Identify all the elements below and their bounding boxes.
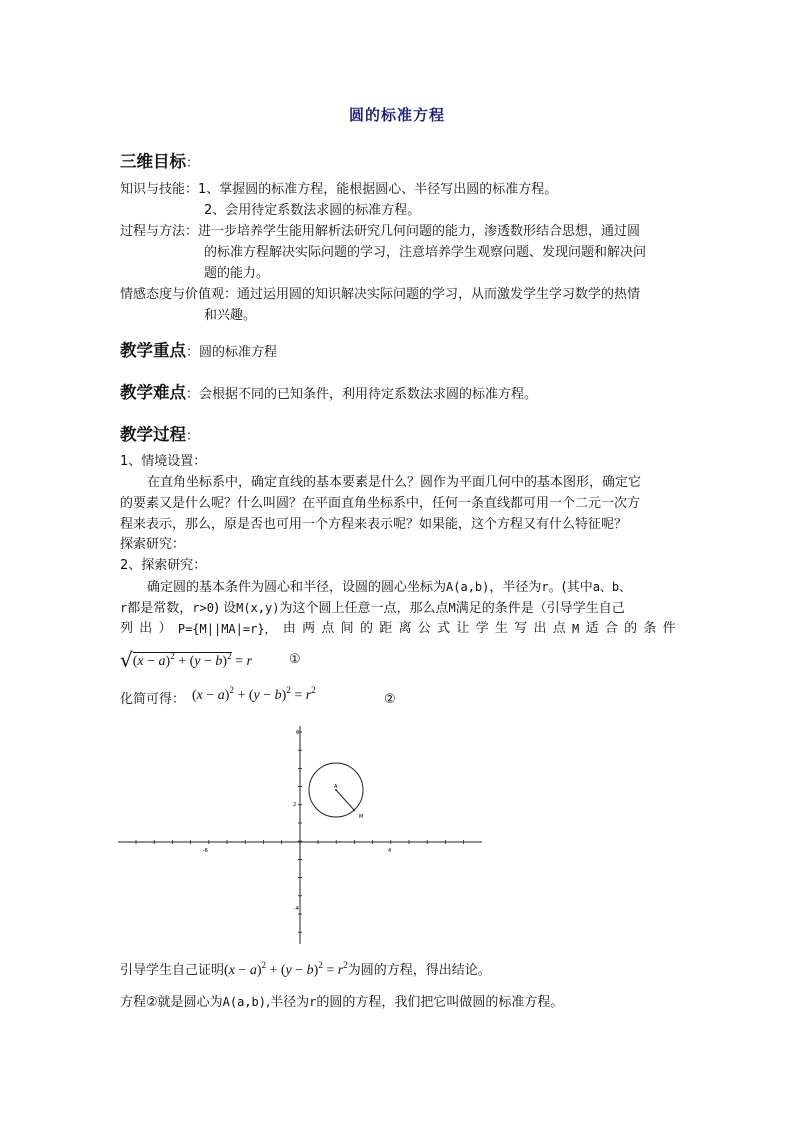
- s2-l3-char: 间: [340, 621, 354, 636]
- process-heading-colon: ：: [186, 429, 200, 444]
- section-2-line-2: [120, 598, 625, 619]
- conclusion-2-a: 方程②就是圆心为: [120, 995, 223, 1010]
- difficulty: [120, 379, 537, 403]
- conclusion-2-c: ,半径为: [266, 995, 310, 1010]
- conclusion-1-a: 引导学生自己证明: [120, 963, 225, 978]
- conclusion-line-2: [120, 992, 563, 1013]
- s2-l3-char: 生: [494, 621, 508, 636]
- section-2-title: 2、探索研究：: [120, 558, 207, 573]
- s2-l3-char: 点: [552, 621, 566, 636]
- s2-l3-char: 由: [282, 621, 296, 636]
- s2-l3-char: 距: [379, 621, 393, 636]
- knowledge-item-2: 2、会用待定系数法求圆的标准方程。: [204, 203, 421, 218]
- s2-l2-r: r: [120, 601, 128, 615]
- center-label: A: [334, 784, 338, 790]
- coordinate-figure: [110, 720, 490, 950]
- s2-l1-text-a: 确定圆的基本条件为圆心和半径，设圆的圆心坐标为: [147, 580, 447, 595]
- difficulty-label: 教学难点: [120, 383, 186, 402]
- objectives-heading: [120, 148, 199, 172]
- objectives-heading-colon: ：: [186, 156, 200, 171]
- tick-label-x-left: -6: [203, 848, 208, 854]
- s2-l3-char: 两: [302, 621, 316, 636]
- s2-l3-char: 学: [475, 621, 489, 636]
- section-1-line-2: 的要素又是什么呢？什么叫圆？在平面直角坐标系中，任何一条直线都可用一个二元一次方: [120, 496, 641, 511]
- s2-l2-cond: r>0: [192, 601, 214, 615]
- tick-label-y-mid: 2: [293, 802, 297, 808]
- s2-l1-params: a、b、: [592, 580, 632, 594]
- process-label: 过程与方法：: [120, 224, 199, 239]
- tick-label-y-top: 6: [296, 730, 300, 736]
- point-label: M: [359, 814, 364, 820]
- section-1-line-4: 探索研究：: [120, 537, 186, 552]
- section-2-line-3: [120, 619, 676, 639]
- section-1-line-3: 程来表示，那么，原是否也可用一个方程来表示呢？如果能，这个方程又有什么特征呢？: [120, 517, 628, 532]
- key-point-colon: ：: [186, 345, 200, 360]
- s2-l1-radius: r: [541, 580, 549, 594]
- s2-l3-char: M: [572, 622, 580, 636]
- process-heading: [120, 421, 199, 445]
- knowledge-label: 知识与技能：: [120, 182, 199, 197]
- key-point: [120, 337, 277, 361]
- process-text-3: 题的能力。: [204, 266, 270, 281]
- s2-l2-text-b: 都是常数，: [127, 601, 193, 616]
- s2-l3-char: 让: [456, 621, 470, 636]
- simplify-label: 化简可得：: [120, 692, 186, 707]
- difficulty-colon: ：: [186, 387, 200, 402]
- process-line-1: [120, 222, 640, 242]
- s2-l2-m: M: [448, 601, 456, 615]
- key-point-label: 教学重点: [120, 341, 186, 360]
- s2-l3-char: 式: [437, 621, 451, 636]
- emotion-label: 情感态度与价值观：: [120, 287, 238, 302]
- s2-l1-center: A(a,b): [446, 580, 490, 594]
- difficulty-text: 会根据不同的已知条件，利用待定系数法求圆的标准方程。: [199, 387, 538, 402]
- s2-l3-char: 点: [321, 621, 335, 636]
- s2-l3-char: 出: [533, 621, 547, 636]
- equation-2: $(x - a)^2 + (y - b)^2 = r^2$: [192, 685, 316, 703]
- s2-l3-char: 条: [643, 621, 657, 636]
- conclusion-2-e: 的圆的方程，我们把它叫做圆的标准方程。: [316, 995, 564, 1010]
- section-1-title: 1、情境设置：: [120, 454, 207, 469]
- document-title: 圆的标准方程: [348, 106, 445, 124]
- objectives-heading-text: 三维目标: [120, 152, 186, 171]
- s2-l3-char: ）: [158, 621, 172, 636]
- tick-label-y-bottom: -4: [294, 906, 299, 912]
- s2-l2-text-h: 满足的条件是（引导学生自己: [455, 601, 625, 616]
- s2-l2-point: M(x,y): [236, 601, 280, 615]
- s2-l3-char: 的: [359, 621, 373, 636]
- section-2-line-1: [147, 577, 631, 598]
- s2-l1-text-e: 。(其中: [548, 580, 593, 595]
- emotion-line-1: [120, 285, 640, 305]
- equation-2-number: ②: [384, 692, 396, 707]
- s2-l3-char: 的: [624, 621, 638, 636]
- emotion-text-1: 通过运用圆的知识解决实际问题的学习，从而激发学生学习数学的热情: [237, 287, 641, 302]
- emotion-text-2: 和兴趣。: [204, 308, 257, 323]
- section-1-line-1: 在直角坐标系中，确定直线的基本要素是什么？圆作为平面几何中的基本图形，确定它: [147, 475, 642, 490]
- s2-l2-text-f: 为这个圆上任意一点，那么点: [279, 601, 449, 616]
- s2-l3-char: 合: [604, 621, 618, 636]
- equation-1-sqrt: $√(x - a)^2 + (y - b)^2$: [120, 648, 232, 672]
- equation-1: $√(x - a)^2 + (y - b)^2 = r$: [120, 648, 252, 672]
- process-heading-text: 教学过程: [120, 425, 186, 444]
- s2-l1-text-c: ，半径为: [489, 580, 542, 595]
- equation-1-number: ①: [289, 652, 301, 667]
- s2-l3-char: 离: [398, 621, 412, 636]
- conclusion-2-r: r: [309, 995, 317, 1009]
- process-text-2: 的标准方程解决实际问题的学习，注意培养学生观察问题、发现问题和解决问: [204, 245, 647, 260]
- s2-l3-char: 出: [139, 621, 153, 636]
- s2-l3-char: 件: [662, 621, 676, 636]
- process-text-1: 进一步培养学生能用解析法研究几何问题的能力，渗透数形结合思想，通过圆: [198, 224, 641, 239]
- s2-l3-char: 适: [585, 621, 599, 636]
- s2-l3-char: 公: [417, 621, 431, 636]
- radius-line: [336, 790, 355, 811]
- s2-l2-text-d: ) 设: [213, 601, 237, 616]
- conclusion-line-1: [120, 961, 491, 981]
- conclusion-equation: $(x - a)^2 + (y - b)^2 = r^2$: [224, 960, 348, 978]
- conclusion-2-center: A(a,b): [222, 995, 267, 1009]
- tick-label-x-right: 4: [388, 848, 392, 854]
- s2-l3-char: P={M||MA|=r}，: [177, 622, 277, 636]
- s2-l3-char: 列: [120, 621, 134, 636]
- knowledge-line-1: [120, 180, 557, 200]
- conclusion-1-b: 为圆的方程，得出结论。: [347, 963, 491, 978]
- knowledge-item-1: 1、掌握圆的标准方程，能根据圆心、半径写出圆的标准方程。: [198, 182, 558, 197]
- s2-l3-char: 写: [514, 621, 528, 636]
- key-point-text: 圆的标准方程: [199, 345, 278, 360]
